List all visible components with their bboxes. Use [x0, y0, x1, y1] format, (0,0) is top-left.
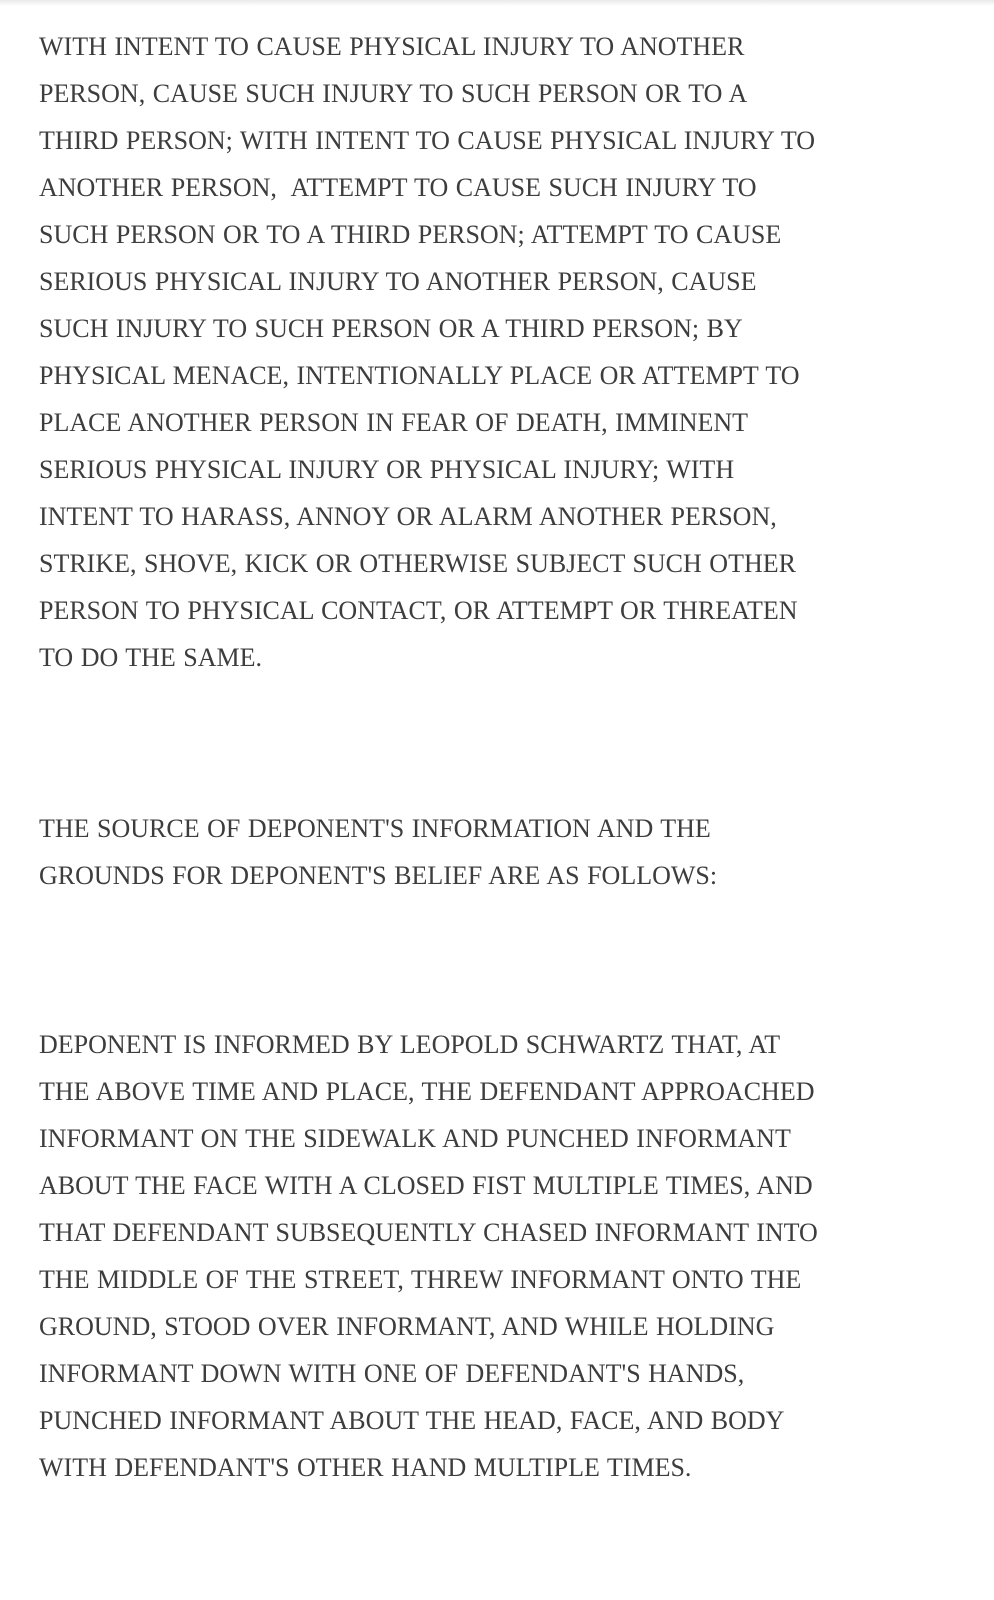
text-line: WITH INTENT TO CAUSE PHYSICAL INJURY TO ANOTHER [39, 32, 745, 61]
text-line: WITH DEFENDANT'S OTHER HAND MULTIPLE TIMES. [39, 1453, 692, 1482]
text-line: ABOUT THE FACE WITH A CLOSED FIST MULTIPLE TIMES, AND [39, 1171, 813, 1200]
text-line: PLACE ANOTHER PERSON IN FEAR OF DEATH, IMMINENT [39, 408, 749, 437]
text-line: SERIOUS PHYSICAL INJURY TO ANOTHER PERSON, CAUSE [39, 267, 757, 296]
text-line: SUCH INJURY TO SUCH PERSON OR A THIRD PERSON; BY [39, 314, 743, 343]
text-line: PHYSICAL MENACE, INTENTIONALLY PLACE OR ATTEMPT TO [39, 361, 800, 390]
text-line: INTENT TO HARASS, ANNOY OR ALARM ANOTHER PERSON, [39, 502, 777, 531]
text-line: ANOTHER PERSON, ATTEMPT TO CAUSE SUCH INJURY TO [39, 173, 757, 202]
text-line: INFORMANT ON THE SIDEWALK AND PUNCHED INFORMANT [39, 1124, 791, 1153]
text-line: TO DO THE SAME. [39, 643, 263, 672]
text-line: SUCH PERSON OR TO A THIRD PERSON; ATTEMPT TO CAUSE [39, 220, 782, 249]
text-line: PERSON, CAUSE SUCH INJURY TO SUCH PERSON OR TO A [39, 79, 748, 108]
paragraph-charge-description [39, 23, 815, 681]
paragraph-source-of-information [39, 805, 717, 899]
text-line: INFORMANT DOWN WITH ONE OF DEFENDANT'S HANDS, [39, 1359, 745, 1388]
paragraph-factual-allegations [39, 1021, 818, 1491]
text-line: THE SOURCE OF DEPONENT'S INFORMATION AND THE [39, 814, 711, 843]
text-line: GROUND, STOOD OVER INFORMANT, AND WHILE HOLDING [39, 1312, 775, 1341]
text-line: THE ABOVE TIME AND PLACE, THE DEFENDANT APPROACHED [39, 1077, 815, 1106]
text-line: THE MIDDLE OF THE STREET, THREW INFORMANT ONTO THE [39, 1265, 802, 1294]
top-edge-shadow [0, 0, 994, 6]
text-line: PERSON TO PHYSICAL CONTACT, OR ATTEMPT OR THREATEN [39, 596, 798, 625]
text-line: SERIOUS PHYSICAL INJURY OR PHYSICAL INJURY; WITH [39, 455, 735, 484]
text-line: GROUNDS FOR DEPONENT'S BELIEF ARE AS FOLLOWS: [39, 861, 718, 890]
text-line: STRIKE, SHOVE, KICK OR OTHERWISE SUBJECT SUCH OTHER [39, 549, 796, 578]
text-line: PUNCHED INFORMANT ABOUT THE HEAD, FACE, AND BODY [39, 1406, 785, 1435]
text-line: DEPONENT IS INFORMED BY LEOPOLD SCHWARTZ THAT, AT [39, 1030, 781, 1059]
text-line: THAT DEFENDANT SUBSEQUENTLY CHASED INFORMANT INTO [39, 1218, 818, 1247]
text-line: THIRD PERSON; WITH INTENT TO CAUSE PHYSICAL INJURY TO [39, 126, 816, 155]
